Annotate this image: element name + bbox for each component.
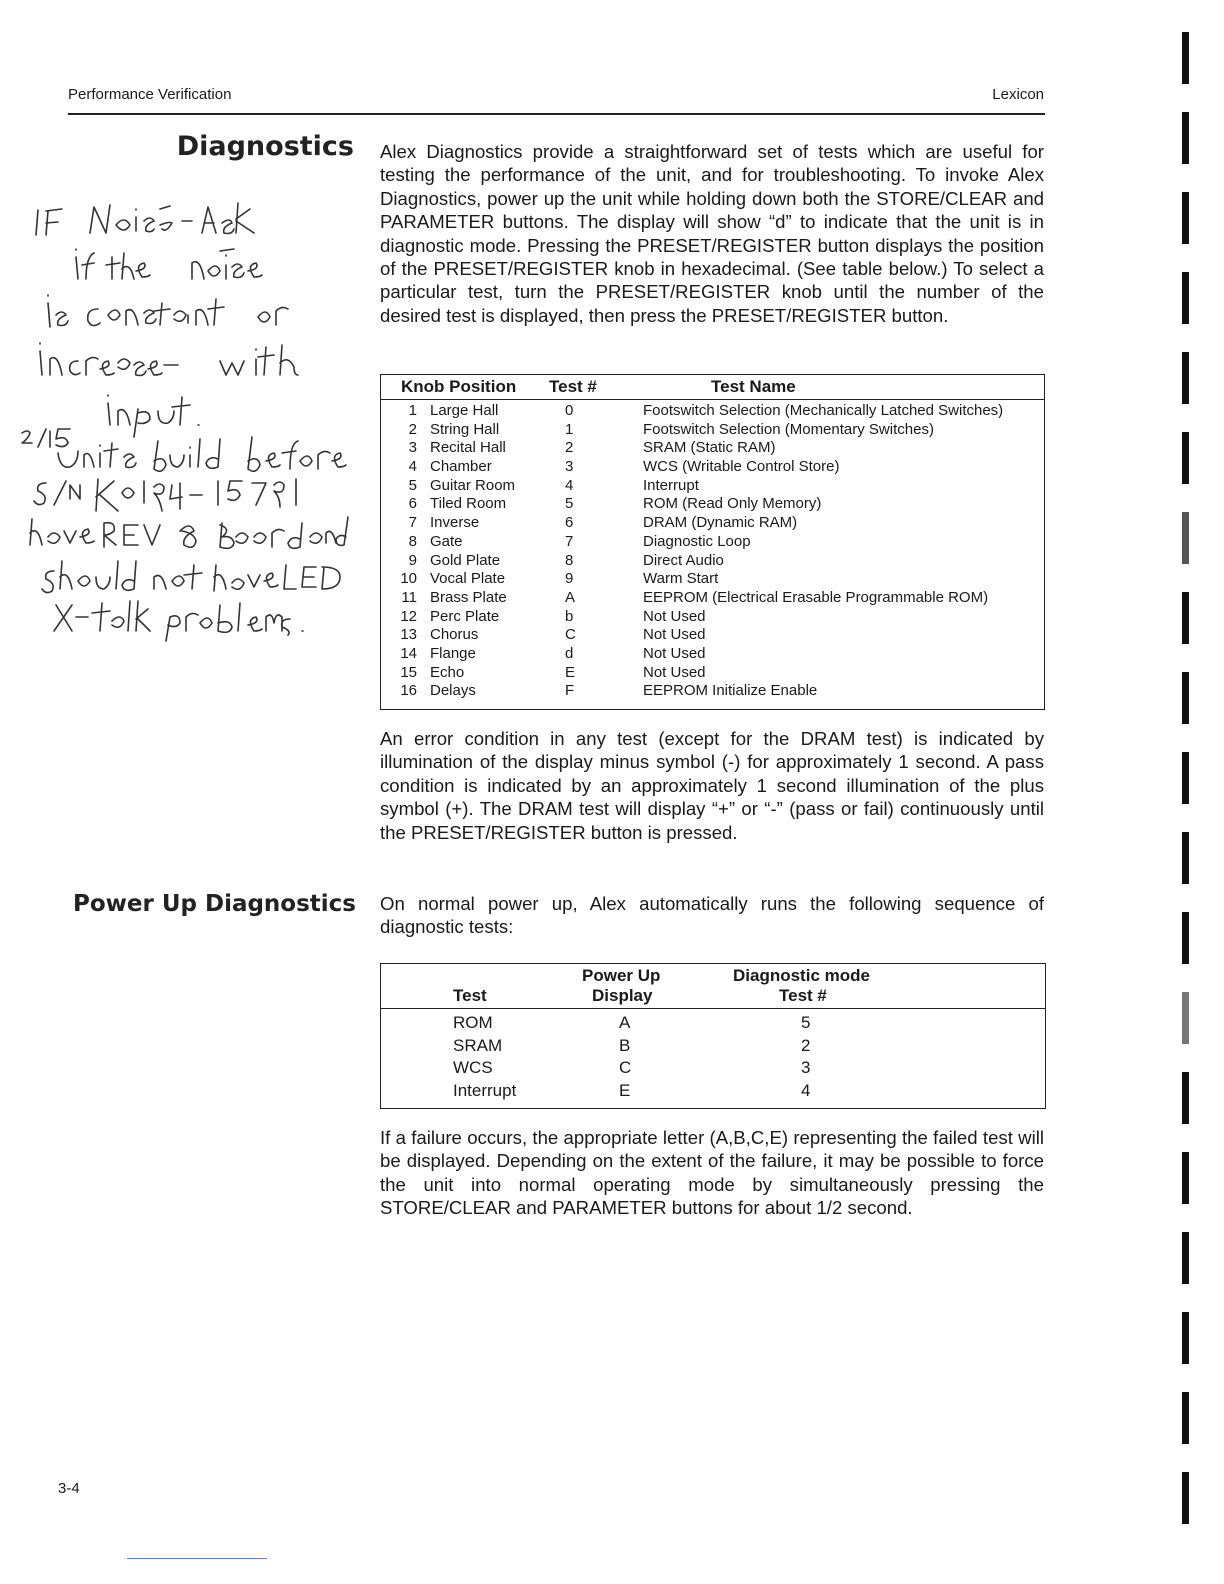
- header-test-name: Test Name: [711, 377, 796, 396]
- power-up-display: C: [619, 1058, 632, 1077]
- test-name: WCS (Writable Control Store): [643, 458, 840, 476]
- test-number: d: [565, 644, 574, 662]
- knob-number: 15: [400, 663, 417, 681]
- table-row: [381, 645, 1044, 664]
- knob-name: Echo: [430, 663, 465, 681]
- test-number: 7: [565, 532, 574, 550]
- test-name: DRAM (Dynamic RAM): [643, 514, 798, 532]
- test-name: Interrupt: [643, 476, 699, 494]
- knob-number: 7: [408, 514, 417, 532]
- intro-paragraph: Alex Diagnostics provide a straightforward set of tests which are useful for testing the performance of the unit, and for troubleshooting. To invoke Alex Diagnostics, power up the unit while holding down both the STORE/CLEAR and PARAMETER buttons. The display will show “d” to indicate that the unit is in diagnostic mode. Pressing the PRESET/REGISTER button displays the position of the PRESET/REGISTER knob in hexadecimal. (See table below.) To select a particular test, turn the PRESET/REGISTER knob until the number of the desired test is displayed, then press the PRESET/REGISTER button.: [380, 141, 1044, 326]
- table-row: [381, 1081, 1045, 1104]
- diagnostic-test-number: 4: [801, 1080, 811, 1100]
- test-number: 6: [565, 514, 574, 532]
- table-row: [381, 664, 1044, 683]
- table-row: [381, 626, 1044, 645]
- test-number: 9: [565, 570, 574, 588]
- test-number: 5: [565, 495, 574, 513]
- diagnostic-tests-table: [380, 374, 1045, 710]
- test-name: Direct Audio: [643, 551, 724, 569]
- knob-name: Flange: [430, 644, 476, 662]
- test-name: Not Used: [643, 644, 706, 662]
- handwritten-note: [20, 185, 360, 655]
- power-up-display: A: [619, 1013, 631, 1032]
- error-condition-paragraph: An error condition in any test (except for the DRAM test) is indicated by illumination of the display minus symbol (-) for approximately 1 second. A pass condition is indicated by an approximately 1 second illumination of the plus symbol (+). The DRAM test will display “+” or “-” (pass or fail) continuously until the PRESET/REGISTER button is pressed.: [380, 728, 1044, 843]
- knob-name: Large Hall: [430, 402, 499, 419]
- knob-name: Chorus: [430, 626, 479, 644]
- knob-number: 1: [408, 402, 417, 419]
- power-up-display: B: [619, 1035, 631, 1055]
- running-header-right: Lexicon: [992, 86, 1044, 103]
- table-row: [381, 533, 1044, 552]
- power-up-paragraph: On normal power up, Alex automatically runs the following sequence of diagnostic tests:: [380, 893, 1044, 938]
- test-name: SRAM (Static RAM): [643, 439, 776, 457]
- header-test: Test: [453, 986, 487, 1005]
- failure-paragraph: If a failure occurs, the appropriate letter (A,B,C,E) representing the failed test will be displayed. Depending on the extent of the failure, it may be possible to force the unit into normal operating mode by simultaneously pressing the STORE/CLEAR and PARAMETER buttons for about 1/2 second.: [380, 1127, 1044, 1219]
- test-name: WCS: [453, 1058, 493, 1077]
- table-row: [381, 552, 1044, 571]
- knob-number: 8: [408, 532, 417, 550]
- knob-name: Gate: [430, 532, 463, 550]
- test-number: 8: [565, 551, 574, 569]
- test-name: EEPROM (Electrical Erasable Programmable ROM): [643, 588, 989, 606]
- header-rule: [68, 113, 1045, 115]
- knob-name: Gold Plate: [430, 551, 501, 569]
- scan-artifact-line: [127, 1558, 267, 1559]
- knob-number: 16: [400, 682, 417, 700]
- table-row: [381, 402, 1044, 421]
- knob-number: 6: [408, 495, 417, 513]
- table-row: [381, 477, 1044, 496]
- knob-number: 12: [400, 607, 417, 625]
- knob-name: Brass Plate: [430, 588, 507, 606]
- table-row: [381, 589, 1044, 608]
- header-diagnostic-mode: Diagnostic mode: [733, 966, 870, 985]
- test-number: 3: [565, 458, 574, 476]
- knob-number: 3: [408, 439, 417, 457]
- power-up-tests-table: [380, 963, 1046, 1109]
- test-number: b: [565, 607, 574, 625]
- knob-number: 5: [408, 476, 417, 494]
- table-row: [381, 1013, 1045, 1036]
- knob-number: 2: [408, 420, 417, 438]
- diagnostic-test-number: 5: [801, 1013, 811, 1032]
- table-row: [381, 570, 1044, 589]
- test-number: 4: [565, 476, 574, 494]
- table-row: [381, 1058, 1045, 1081]
- test-name: ROM (Read Only Memory): [643, 495, 822, 513]
- knob-number: 11: [401, 588, 417, 606]
- header-display: Display: [592, 986, 653, 1005]
- knob-number: 10: [400, 570, 417, 588]
- header-knob-position: Knob Position: [401, 377, 517, 396]
- table-header: [381, 375, 1044, 400]
- test-name: Not Used: [643, 663, 706, 681]
- knob-name: Inverse: [430, 514, 480, 532]
- knob-name: Perc Plate: [430, 607, 500, 625]
- knob-number: 14: [400, 644, 417, 662]
- test-number: 2: [565, 439, 574, 457]
- table-row: [381, 439, 1044, 458]
- power-up-display: E: [619, 1080, 631, 1100]
- knob-number: 4: [408, 458, 417, 476]
- knob-name: Guitar Room: [430, 476, 516, 494]
- test-name: Not Used: [643, 626, 706, 644]
- test-name: Warm Start: [643, 570, 719, 588]
- header-test-number: Test #: [549, 377, 597, 396]
- test-name: Not Used: [643, 607, 706, 625]
- table-row: [381, 1036, 1045, 1059]
- knob-name: Recital Hall: [430, 439, 506, 457]
- test-name: Footswitch Selection (Mechanically Latched Switches): [643, 402, 1004, 419]
- header-diag-test-number: Test #: [779, 986, 827, 1005]
- test-name: Footswitch Selection (Momentary Switches): [643, 420, 934, 438]
- header-power-up: Power Up: [582, 966, 661, 985]
- diagnostics-heading: Diagnostics: [176, 131, 354, 162]
- table-row: [381, 514, 1044, 533]
- diagnostic-test-number: 2: [801, 1035, 811, 1055]
- table-row: [381, 495, 1044, 514]
- knob-name: Vocal Plate: [430, 570, 506, 588]
- knob-name: Delays: [430, 682, 476, 700]
- power-up-diagnostics-heading: Power Up Diagnostics: [72, 891, 356, 917]
- table-row: [381, 682, 1044, 701]
- test-number: C: [565, 626, 576, 644]
- scan-margin-marks: [1178, 30, 1198, 1550]
- table-header: [381, 964, 1045, 1009]
- test-name: EEPROM Initialize Enable: [643, 682, 818, 700]
- test-number: 0: [565, 402, 574, 419]
- test-number: 1: [565, 420, 574, 438]
- knob-number: 9: [408, 551, 417, 569]
- table-body: [381, 1013, 1045, 1103]
- page-number: 3-4: [58, 1480, 80, 1497]
- test-number: A: [565, 588, 576, 606]
- test-number: F: [565, 682, 575, 700]
- diagnostic-test-number: 3: [801, 1058, 811, 1077]
- knob-name: Chamber: [430, 458, 492, 476]
- test-number: E: [565, 663, 576, 681]
- test-name: Interrupt: [453, 1080, 517, 1100]
- test-name: ROM: [453, 1013, 493, 1032]
- test-name: SRAM: [453, 1035, 503, 1055]
- running-header-left: Performance Verification: [68, 86, 232, 103]
- table-body: [381, 402, 1044, 701]
- knob-number: 13: [400, 626, 417, 644]
- knob-name: String Hall: [430, 420, 500, 438]
- table-row: [381, 421, 1044, 440]
- table-row: [381, 608, 1044, 627]
- knob-name: Tiled Room: [430, 495, 507, 513]
- table-row: [381, 458, 1044, 477]
- test-name: Diagnostic Loop: [643, 532, 751, 550]
